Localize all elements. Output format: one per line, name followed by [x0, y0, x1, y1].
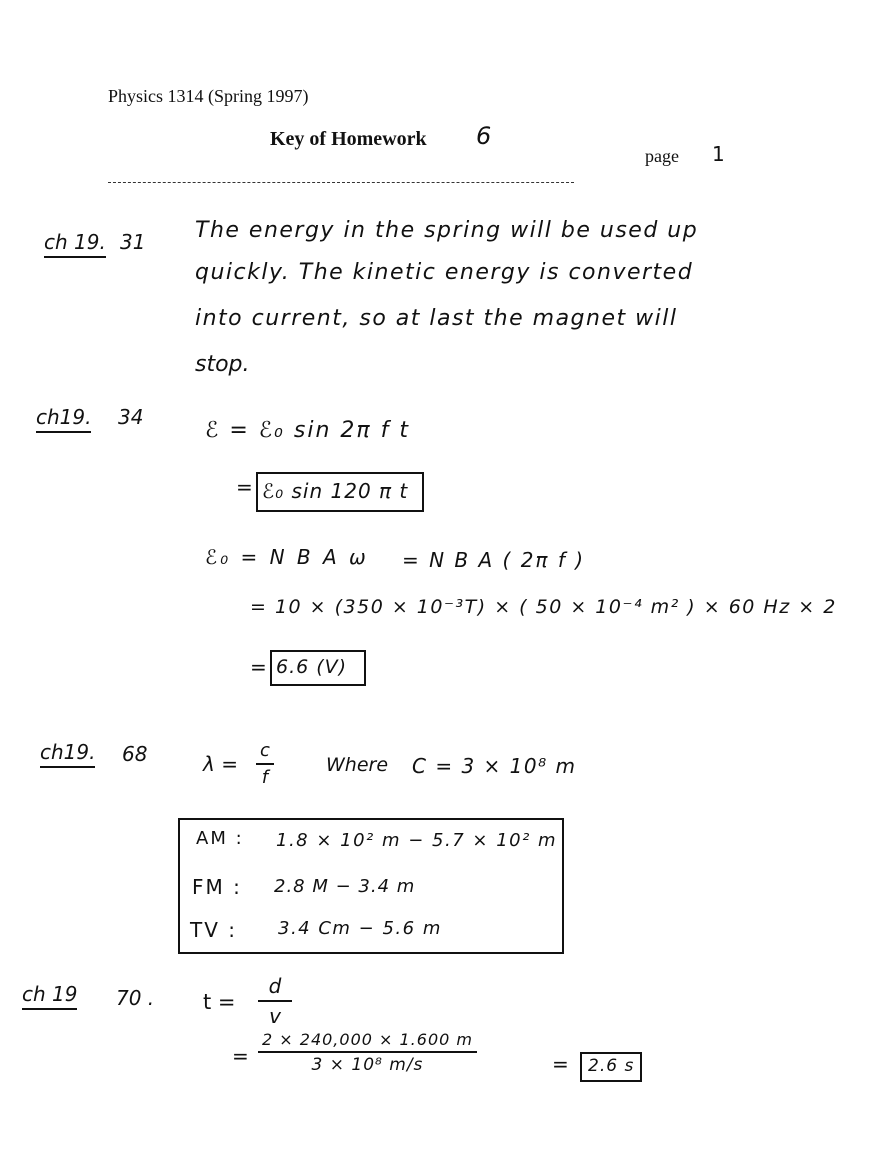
p34-equation-3a: ℰ₀ = N B A ω: [205, 545, 369, 569]
title-text: Key of Homework: [270, 128, 427, 150]
p70-fraction-2-denominator: 3 × 10⁸ m/s: [258, 1051, 477, 1075]
p34-answer-box-1: [256, 472, 424, 512]
p34-chapter-label: ch19.: [36, 405, 91, 433]
p34-equation-2-boxed: ℰ₀ sin 120 π t: [262, 479, 409, 503]
p68-fraction-numerator: c: [260, 740, 270, 761]
p70-fraction-2: [258, 1030, 477, 1075]
p70-fraction-1-numerator: d: [268, 974, 282, 998]
p34-equation-4: = 10 × (350 × 10⁻³T) × ( 50 × 10⁻⁴ m² ) × 60 Hz × 2: [250, 596, 837, 618]
page-number: 1: [712, 142, 725, 166]
p34-number: 34: [118, 405, 144, 429]
p34-equation-3b: = N B A ( 2π f ): [402, 548, 586, 572]
p34-answer-box-2: [270, 650, 366, 686]
p68-row-am-band: AM :: [196, 828, 244, 849]
p70-result-prefix: =: [552, 1052, 569, 1076]
p68-row-am-range: 1.8 × 10² m − 5.7 × 10² m: [276, 830, 558, 851]
p31-chapter-label: ch 19.: [44, 230, 106, 258]
p31-line-3: into current, so at last the magnet will: [195, 306, 678, 331]
p70-number: 70 .: [116, 986, 155, 1010]
p31-line-1: The energy in the spring will be used up: [195, 218, 699, 243]
p70-t-equals: t =: [203, 990, 236, 1014]
p68-wavelength-table: [178, 818, 564, 954]
homework-number: 6: [476, 122, 492, 150]
p34-equation-2-prefix: =: [236, 475, 253, 499]
p70-equals-prefix: =: [232, 1044, 249, 1068]
p68-fraction: [256, 740, 274, 788]
p68-row-tv-range: 3.4 Cm − 5.6 m: [278, 918, 442, 939]
course-title: Physics 1314 (Spring 1997): [108, 86, 309, 106]
p31-line-2: quickly. The kinetic energy is converted: [195, 260, 694, 285]
p68-number: 68: [122, 742, 148, 766]
page-label: page: [645, 146, 679, 166]
p68-row-fm-range: 2.8 M − 3.4 m: [274, 876, 416, 897]
p68-where: Where: [326, 754, 389, 776]
p70-fraction-1-denominator: v: [258, 1000, 292, 1028]
p31-line-4: stop.: [195, 352, 250, 377]
p34-equation-5-prefix: =: [250, 655, 267, 679]
p34-equation-1: ℰ = ℰ₀ sin 2π f t: [205, 418, 410, 443]
p68-row-tv-band: TV :: [190, 918, 237, 942]
header-divider: [108, 182, 574, 183]
p68-fraction-denominator: f: [256, 763, 274, 788]
p70-result-boxed: 2.6 s: [588, 1056, 635, 1076]
p68-chapter-label: ch19.: [40, 740, 95, 768]
p70-answer-box: [580, 1052, 642, 1082]
p68-lambda: λ =: [203, 752, 238, 776]
page-title: [270, 128, 427, 151]
p70-fraction-1: [258, 974, 292, 1028]
p68-row-fm-band: FM :: [192, 875, 242, 899]
p70-fraction-2-numerator: 2 × 240,000 × 1.600 m: [262, 1030, 473, 1049]
p31-number: 31: [120, 230, 146, 254]
p34-equation-5-boxed: 6.6 (V): [276, 656, 348, 678]
p68-c-value: C = 3 × 10⁸ m: [412, 754, 577, 778]
p70-chapter-label: ch 19: [22, 982, 77, 1010]
